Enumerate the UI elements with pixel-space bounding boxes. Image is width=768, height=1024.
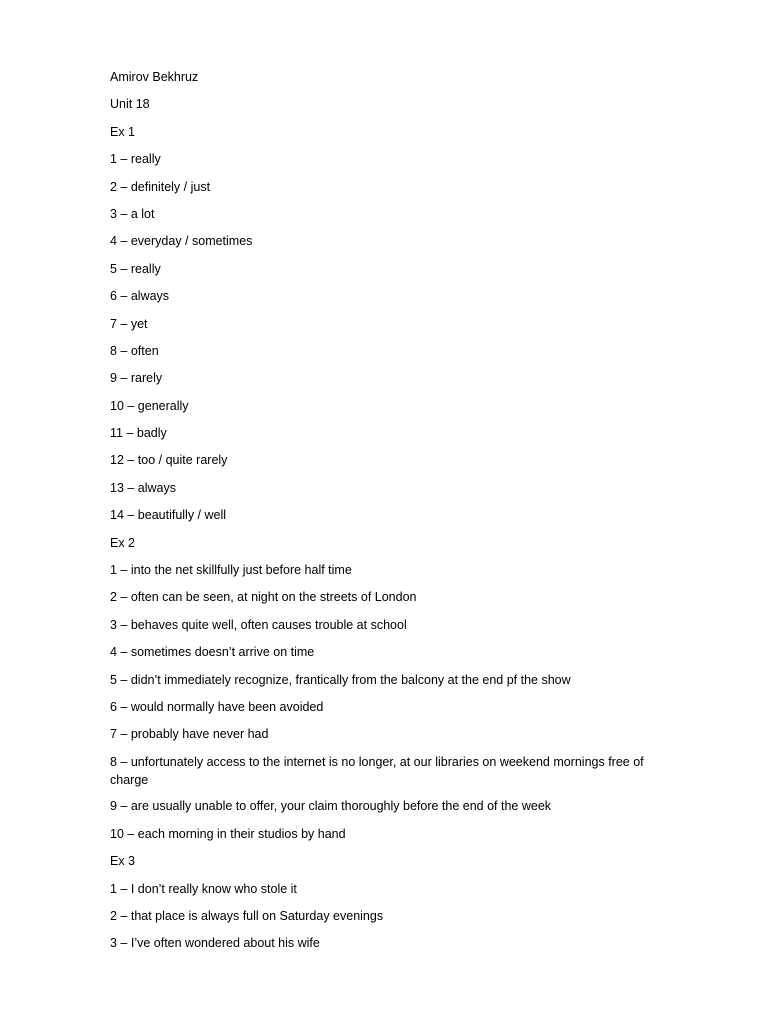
- ex1-answer: 10 – generally: [110, 398, 189, 413]
- ex2-answer: 4 – sometimes doesn’t arrive on time: [110, 645, 315, 660]
- ex1-answer: 3 – a lot: [110, 206, 155, 221]
- ex2-answer: 1 – into the net skillfully just before half time: [110, 563, 352, 578]
- ex2-answer: 7 – probably have never had: [110, 727, 269, 742]
- exercise-heading-1: Ex 1: [110, 124, 136, 139]
- ex3-answer: 2 – that place is always full on Saturday evenings: [110, 908, 384, 923]
- ex1-answer: 5 – really: [110, 261, 161, 276]
- ex1-answer: 14 – beautifully / well: [110, 508, 227, 523]
- unit-title: Unit 18: [110, 97, 150, 112]
- ex1-answer: 13 – always: [110, 480, 177, 495]
- ex1-answer: 6 – always: [110, 289, 170, 304]
- ex2-answer: 9 – are usually unable to offer, your claim thoroughly before the end of the week: [110, 799, 552, 814]
- ex1-answer: 8 – often: [110, 343, 159, 358]
- ex1-answer: 7 – yet: [110, 316, 148, 331]
- document-body: [110, 68, 680, 962]
- ex3-answer: 3 – I’ve often wondered about his wife: [110, 936, 320, 951]
- ex2-answer: 5 – didn’t immediately recognize, frantically from the balcony at the end pf the show: [110, 672, 571, 687]
- ex1-answer: 1 – really: [110, 152, 161, 167]
- ex1-answer: 4 – everyday / sometimes: [110, 234, 253, 249]
- ex2-answer: 3 – behaves quite well, often causes trouble at school: [110, 617, 407, 632]
- ex2-answer: 6 – would normally have been avoided: [110, 699, 324, 714]
- author-name: Amirov Bekhruz: [110, 70, 199, 84]
- ex1-answer: 2 – definitely / just: [110, 179, 211, 194]
- ex2-answer: 8 – unfortunately access to the internet is no longer, at our libraries on weekend mornings free of charge: [110, 754, 644, 787]
- ex2-answer: 10 – each morning in their studios by hand: [110, 826, 346, 841]
- exercise-heading-3: Ex 3: [110, 854, 136, 869]
- ex1-answer: 12 – too / quite rarely: [110, 453, 228, 468]
- exercise-heading-2: Ex 2: [110, 535, 136, 550]
- ex2-answer: 2 – often can be seen, at night on the streets of London: [110, 590, 417, 605]
- ex1-answer: 9 – rarely: [110, 371, 163, 386]
- ex3-answer: 1 – I don’t really know who stole it: [110, 881, 297, 896]
- ex1-answer: 11 – badly: [110, 426, 167, 441]
